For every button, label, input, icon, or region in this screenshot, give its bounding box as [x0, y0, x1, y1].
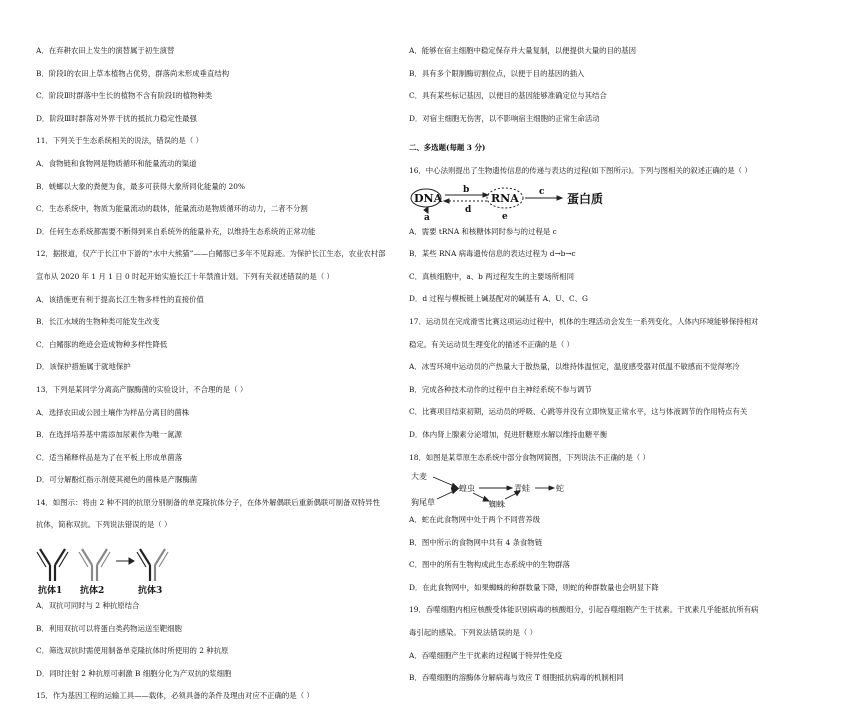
q10-option-a: A．在弃耕农田上发生的演替属于初生演替: [36, 46, 175, 55]
antibody-1-shape: [37, 549, 68, 581]
food-web-barley: 大麦: [411, 472, 427, 482]
central-dogma-diagram: [409, 183, 629, 221]
antibody-2-label: 抗体2: [80, 586, 105, 596]
q13-option-b: B．在选择培养基中需添加尿素作为唯一氮源: [36, 430, 182, 440]
q18-option-b: B．图中所示的食物网中共有 4 条食物链: [409, 537, 543, 547]
antibody-figure: [36, 537, 411, 595]
q19-option-b: B．吞噬细胞的溶酶体分解病毒与效应 T 细胞抵抗病毒的机制相同: [409, 673, 624, 683]
q15-option-d: D．对宿主细胞无伤害，以不影响宿主细胞的正常生命活动: [409, 113, 600, 123]
q16-option-c: C．真核细胞中，a、b 两过程发生的主要场所相同: [409, 271, 574, 281]
q17-option-c: C．比赛项目结束初期，运动员的呼吸、心跳等并没有立即恢复正常水平，这与体液调节的作用特点有关: [409, 407, 748, 417]
q12-option-a: A．该措施更有利于提高长江生物多样性的直接价值: [36, 294, 204, 304]
q11-option-b: B．蜣螂以大象的粪便为食，最多可获得大象所同化能量的 20%: [36, 181, 245, 191]
food-web-snake: 蛇: [556, 484, 564, 494]
q18-option-c: C．图中的所有生物构成此生态系统中的生物群落: [409, 560, 570, 570]
q14-stem-line2: 抗体，简称双抗。下列说法错误的是（ ）: [36, 520, 172, 530]
food-web-figure: [409, 469, 821, 509]
process-d-label: d: [465, 204, 472, 215]
q15-option-a: A．能够在宿主细胞中稳定保存并大量复制，以便提供大量的目的基因: [409, 46, 637, 55]
q11-option-a: A．食物链和食物网是物质循环和能量流动的渠道: [36, 158, 197, 168]
q14-option-c: C．筛选双抗时需使用制备单克隆抗体时所使用的 2 种抗原: [36, 646, 229, 656]
q11-option-c: C．生态系统中，物质为能量流动的载体，能量流动是物质循环的动力，二者不分割: [36, 204, 308, 214]
q17-option-a: A．冰雪环境中运动员的产热量大于散热量，以维持体温恒定，温度感受器对低温不敏感而不觉得寒冷: [409, 362, 740, 372]
q19-option-a: A．吞噬细胞产生干扰素的过程属于特异性免疫: [409, 650, 563, 660]
protein-label: 蛋白质: [567, 191, 604, 206]
process-e-label: e: [502, 211, 508, 221]
q13-option-c: C．适当稀释样品是为了在平板上形成单菌落: [36, 452, 183, 462]
q14-option-d: D．同时注射 2 种抗原可刺激 B 细胞分化为产双抗的浆细胞: [36, 668, 232, 678]
section-multi-choice-title: 二、多选题(每题 3 分): [409, 143, 486, 153]
q12-option-d: D．该保护措施属于就地保护: [36, 362, 131, 372]
arrow-icon: [116, 558, 134, 564]
food-web-foxtail: 狗尾草: [411, 498, 435, 508]
food-web-spider: 蜘蛛: [489, 500, 505, 510]
q10-option-d: D．阶段Ⅲ时群落对外界干扰的抵抗力稳定性最强: [36, 113, 197, 123]
q16-option-a: A．需要 tRNA 和核糖体同时参与的过程是 c: [409, 226, 557, 236]
food-web-frog: 青蛙: [514, 484, 530, 494]
food-web-diagram: [409, 469, 599, 509]
q14-stem-line1: 14．如图示：将由 2 种不同的抗原分别制备的单克隆抗体分子，在体外解偶联后重新偶联可制备双特异性: [36, 497, 380, 507]
q17-option-b: B．完成各种技术动作的过程中自主神经系统不参与调节: [409, 384, 592, 394]
antibody-2-shape: [79, 549, 110, 581]
antibody-diagram: [36, 537, 176, 595]
process-a-label: a: [424, 212, 430, 221]
q17-stem-line1: 17．运动员在完成滑雪比赛这项运动过程中，机体的生理活动会发生一系列变化，人体内环境能够保持相对: [409, 316, 759, 326]
q19-stem-line2: 毒引起的感染。下列说法错误的是（ ）: [409, 628, 537, 638]
q11-option-d: D．任何生态系统都需要不断得到来自系统外的能量补充，以维持生态系统的正常功能: [36, 226, 316, 236]
q12-stem-line2: 宣布从 2020 年 1 月 1 日 0 时起开始实施长江十年禁渔计划。下列有关叙述错误的是（ ）: [36, 271, 334, 281]
q11-stem: 11．下列关于生态系统相关的说法，错误的是（ ）: [36, 136, 203, 146]
q17-stem-line2: 稳定。有关运动员生理变化的描述不正确的是（ ）: [409, 339, 574, 349]
q12-stem-line1: 12．据报道，仅产于长江中下游的“水中大熊猫”——白鳍豚已多年不见踪迹。为保护长江生态，农业农村部: [36, 249, 386, 259]
dna-label: DNA: [414, 191, 443, 205]
q14-option-a: A．双抗可同时与 2 种抗原结合: [36, 601, 140, 611]
q13-option-a: A．选择农田或公园土壤作为样品分离目的菌株: [36, 407, 190, 417]
process-b-label: b: [463, 184, 470, 195]
q10-option-c: C．阶段Ⅱ时群落中生长的植物不含有阶段Ⅰ的植物种类: [36, 91, 213, 101]
q12-option-c: C．白鳍豚的绝迹会造成物种多样性降低: [36, 339, 168, 349]
antibody-1-label: 抗体1: [38, 586, 63, 596]
process-c-label: c: [539, 186, 545, 197]
rna-label: RNA: [491, 191, 519, 205]
q13-option-d: D．可分解酚红指示剂使其褪色的菌株是产脲酶菌: [36, 475, 198, 485]
q18-option-a: A．蛇在此食物网中处于两个不同营养级: [409, 515, 540, 525]
q16-stem: 16．中心法则提出了生物遗传信息的传递与表达的过程(如下图所示)。下列与图相关的叙述正确的是（ ）: [409, 165, 752, 175]
antibody-3-shape: [137, 549, 168, 581]
q16-option-b: B．某些 RNA 病毒遗传信息的表达过程为 d→b→c: [409, 249, 576, 259]
antibody-3-label: 抗体3: [138, 586, 163, 596]
q10-option-b: B．阶段Ⅰ的农田上草本植物占优势，群落尚未形成垂直结构: [36, 68, 230, 78]
q19-stem-line1: 19．吞噬细胞内相应核酸受体能识别病毒的核酸组分，引起吞噬细胞产生干扰素。干扰素几乎能抵抗所有病: [409, 605, 759, 615]
q15-option-b: B．具有多个限制酶切割位点，以便于目的基因的插入: [409, 68, 585, 78]
right-column: [409, 40, 821, 690]
q13-stem: 13．下列是某同学分离高产脲酶菌的实验设计，不合理的是（ ）: [36, 384, 248, 394]
q15-option-c: C．具有某些标记基因，以便目的基因能够准确定位与其结合: [409, 91, 607, 101]
q18-stem: 18．如图是某草原生态系统中部分食物网简图，下列说法不正确的是（ ）: [409, 452, 650, 462]
q14-option-b: B．利用双抗可以将蛋白类药物运送至靶细胞: [36, 623, 182, 633]
q18-option-d: D．在此食物网中，如果蜘蛛的种群数量下降，则蛇的种群数量也会明显下降: [409, 582, 659, 592]
q17-option-d: D．体内肾上腺素分泌增加，促进肝糖原水解以维持血糖平衡: [409, 429, 608, 439]
q15-stem: 15．作为基因工程的运输工具——载体，必须具备的条件及理由对应不正确的是（ ）: [36, 691, 314, 701]
food-web-locust: 蝗虫: [459, 484, 475, 494]
q16-option-d: D．d 过程与模板链上碱基配对的碱基有 A、U、C、G: [409, 294, 588, 304]
central-dogma-figure: [409, 183, 821, 221]
q12-option-b: B．长江水域的生物种类可能发生改变: [36, 317, 160, 327]
